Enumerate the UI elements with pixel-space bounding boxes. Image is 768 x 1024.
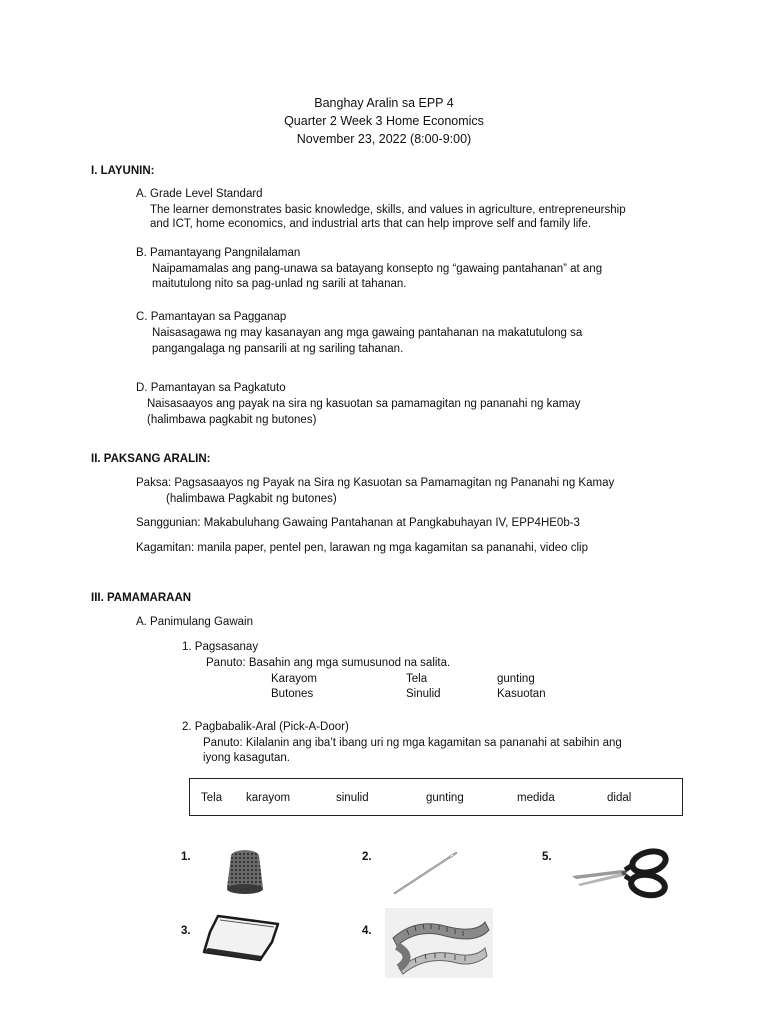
pagkatuto-heading: D. Pamantayan sa Pagkatuto — [136, 382, 286, 394]
picture-number-1: 1. — [181, 851, 191, 863]
paksa-label: Paksa: — [136, 477, 172, 489]
pagsasanay-heading: 1. Pagsasanay — [182, 641, 259, 653]
choice-tela: Tela — [201, 792, 223, 804]
word-kasuotan: Kasuotan — [497, 688, 546, 700]
pagganap-heading: C. Pamantayan sa Pagganap — [136, 311, 287, 323]
sanggunian-label: Sanggunian: — [136, 517, 201, 529]
pagbabalik-aral-heading: 2. Pagbabalik-Aral (Pick-A-Door) — [182, 721, 349, 733]
choice-sinulid: sinulid — [336, 792, 369, 804]
needle-icon — [392, 850, 460, 896]
choice-karayom: karayom — [246, 792, 291, 804]
word-butones: Butones — [271, 688, 314, 700]
thimble-icon — [222, 848, 268, 896]
kagamitan-line — [136, 542, 588, 554]
scissors-icon — [570, 848, 670, 898]
picture-number-4: 4. — [362, 925, 372, 937]
cloth-icon — [200, 912, 282, 964]
panimulang-gawain-heading: A. Panimulang Gawain — [136, 616, 253, 628]
grade-level-heading: A. Grade Level Standard — [136, 188, 263, 200]
pangnilalaman-text-1: Naipamamalas ang pang-unawa sa batayang konsepto ng “gawaing pantahanan” at ang — [152, 263, 603, 275]
pagganap-text-1: Naisasagawa ng may kasanayan ang mga gawaing pantahanan na makatutulong sa — [152, 327, 583, 339]
choice-medida: medida — [517, 792, 555, 804]
picture-number-5: 5. — [542, 851, 552, 863]
grade-level-text-2: and ICT, home economics, and industrial arts that can help improve self and family life. — [150, 218, 592, 230]
pagganap-text-2: pangangalaga ng pansarili at ng sariling tahanan. — [152, 343, 404, 355]
doc-title: Banghay Aralin sa EPP 4 — [314, 96, 454, 110]
tape-measure-icon — [385, 908, 493, 978]
word-gunting: gunting — [497, 673, 535, 685]
pamamaraan-heading: III. PAMAMARAAN — [91, 592, 192, 604]
paksa-text: Pagsasaayos ng Payak na Sira ng Kasuotan sa Pamamagitan ng Pananahi ng Kamay — [171, 477, 615, 489]
doc-date: November 23, 2022 (8:00-9:00) — [296, 132, 472, 146]
pagsasanay-panuto: Panuto: Basahin ang mga sumusunod na salita. — [206, 657, 451, 669]
paksa-text-2: (halimbawa Pagkabit ng butones) — [166, 493, 337, 505]
sanggunian-line — [136, 517, 580, 529]
grade-level-text-1: The learner demonstrates basic knowledge, skills, and values in agriculture, entrepreneurship — [150, 204, 626, 216]
word-tela: Tela — [406, 673, 428, 685]
picture-number-2: 2. — [362, 851, 372, 863]
doc-quarter: Quarter 2 Week 3 Home Economics — [284, 114, 484, 128]
pangnilalaman-text-2: maitutulong nito sa pag-unlad ng sarili at tahanan. — [152, 278, 407, 290]
sanggunian-text: Makabuluhang Gawaing Pantahanan at Pangkabuhayan IV, EPP4HE0b-3 — [200, 517, 580, 529]
paksa-heading: II. PAKSANG ARALIN: — [91, 453, 211, 465]
layunin-heading: I. LAYUNIN: — [91, 165, 155, 177]
paksa-line — [136, 477, 614, 489]
choice-didal: didal — [607, 792, 632, 804]
pagbabalik-aral-panuto-2: iyong kasagutan. — [203, 752, 290, 764]
kagamitan-label: Kagamitan: — [136, 542, 195, 554]
pagbabalik-aral-panuto-1: Panuto: Kilalanin ang iba’t ibang uri ng mga kagamitan sa pananahi at sabihin ang — [203, 737, 622, 749]
word-karayom: Karayom — [271, 673, 318, 685]
pagkatuto-text-2: (halimbawa pagkabit ng butones) — [147, 414, 317, 426]
picture-number-3: 3. — [181, 925, 191, 937]
word-sinulid: Sinulid — [406, 688, 441, 700]
pangnilalaman-heading: B. Pamantayang Pangnilalaman — [136, 247, 301, 259]
pagkatuto-text-1: Naisasaayos ang payak na sira ng kasuotan sa pamamagitan ng pananahi ng kamay — [147, 398, 581, 410]
kagamitan-text: manila paper, pentel pen, larawan ng mga kagamitan sa pananahi, video clip — [194, 542, 589, 554]
choice-gunting: gunting — [426, 792, 464, 804]
